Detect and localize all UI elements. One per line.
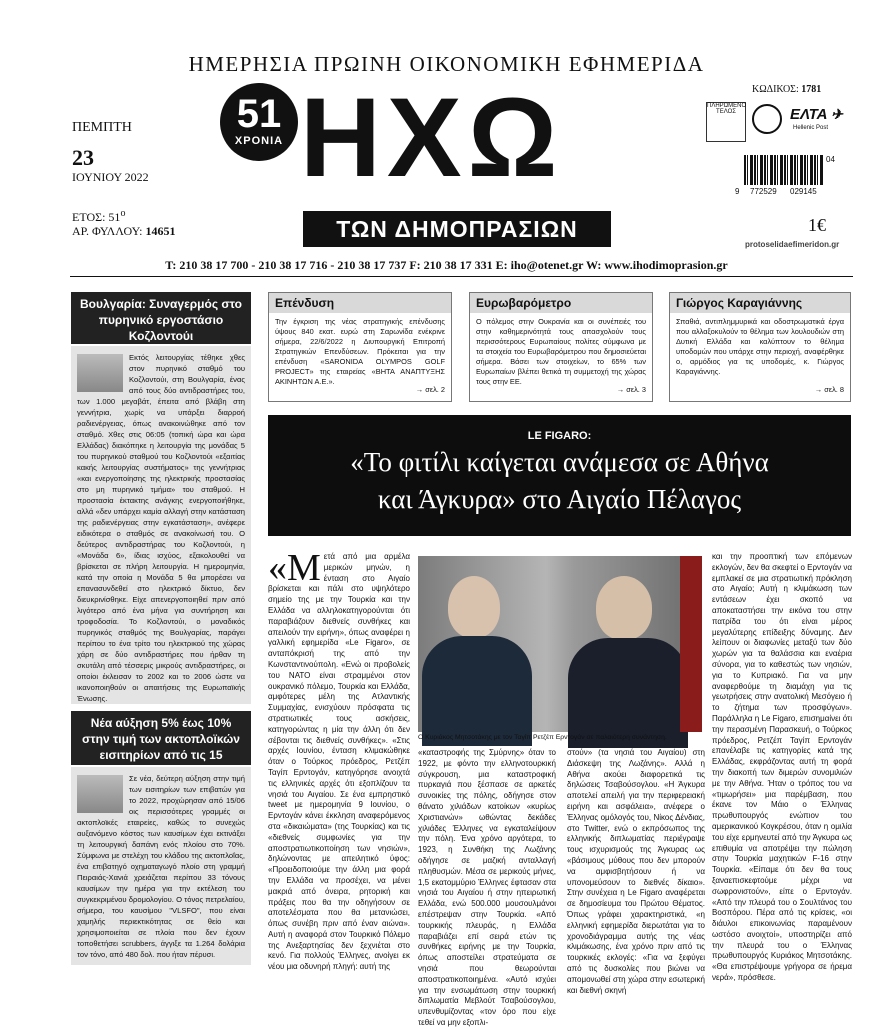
masthead-subtitle: ΤΩΝ ΔΗΜΟΠΡΑΣΙΩΝ — [303, 211, 611, 247]
barcode-digits-2: 029145 — [790, 187, 817, 196]
postage-stamp: ΠΛΗΡΩΜΕΝΟ ΤΕΛΟΣ — [706, 102, 746, 142]
tagline: ΗΜΕΡΗΣΙΑ ΠΡΩΙΝΗ ΟΙΚΟΝΟΜΙΚΗ ΕΦΗΜΕΡΙΔΑ — [188, 52, 705, 76]
barcode-issue: 04 — [826, 155, 835, 164]
headline-line-2: και Άγκυρα» στο Αιγαίο Πέλαγος — [377, 484, 742, 514]
anniversary-badge: 51 ΧΡΟΝΙΑ — [220, 83, 298, 161]
sidebar-story2-title: Νέα αύξηση 5% έως 10% στην τιμή των ακτοπλοϊκών εισιτηρίων από τις 15 — [71, 711, 251, 765]
box-eurobarometer-title: Ευρωβαρόμετρο — [470, 293, 652, 313]
sidebar-story2-body: Σε νέα, δεύτερη αύξηση στην τιμή των εισιτηρίων των επιβατών για το 2022, προχώρησαν από 15/06 οις περισσότερες γραμμές οι ακτοπλοϊκές εταιρείες, καθώς το συνεχώς αυξανόμενο κόστος των καυσίμων έχει εκτινάξει τη λειτουργική δαπάνη ενός πλοίου στο 70%. Σύμφωνα με στελέχη του κλάδου της ακτοπλοΐας, ένα επιβατηγό οχηματαγωγό πλοίο στη γραμμή Πειραιάς-Χανιά χρειάζεται περίπου 33 τόνους καυσίμων την ημέρα για την εκτέλεση του συγκεκριμένου δρομολογίου. Ο τόνος πετρελαίου, σήμερα, του καυσίμου "VLSFO", που είναι χαμηλής περιεκτικότητας σε θείο και χρησιμοποιείται σε πλοία που δεν έχουν τοποθετήσει scrubbers, άγγιξε τα 1.264 δολάρια τον τόνο, από 480 δολ. που ήταν πέρυσι. — [71, 767, 251, 965]
figure-left-suit — [422, 636, 532, 746]
box-karagiannis-body: Σπαθιά, αντιπλημμυρικά και οδοστρωματικά έργα που αλλαξοκυλούν το θέλημα των λουλουδιών στη Δυτική Ελλάδα και καλύπτουν το θέλημα υποδομών που υπάρχε στην περιοχή, αναφέρθηκε ο, αρμόδιος για τις υποδομές, κ. Γιώργος Καραγιάννης. — [676, 317, 844, 376]
dropcap: «Μ — [268, 547, 321, 589]
box-investment-body: Την έγκριση της νέας στρατηγικής επένδυσης ύψους 840 εκατ. ευρώ στη Σαρωνίδα ενέκρινε σήμερα, 22/6/2022 η Διυπουργική Επιτροπή Στρατηγικών Επενδύσεων. Πρόκειται για την επένδυση «SARONIDA OLYMPOS GOLF PROJECT» της εταιρείας «ΒΗΤΑ ΑΝΑΠΤΥΞΗΣ ΑΚΙΝΗΤΩΝ Α.Ε.». — [275, 317, 445, 386]
watermark: protoselidaefimeridon.gr — [745, 240, 840, 249]
box-investment-ref: → σελ. 2 — [415, 385, 445, 394]
barcode-digits-1: 772529 — [750, 187, 777, 196]
box-eurobarometer-body: Ο πόλεμος στην Ουκρανία και οι συνέπειές του στην καθημερινότητά τους απασχολούν τους περισσότερους Ευρωπαίους πολίτες σύμφωνα με τα στοιχεία του Ευρωβαρόμετρου που δημοσιεύεται σήμερα. Βάσει των στοιχείων, το 65% των Ευρωπαίων βλέπει θετικά τη συμμετοχή της χώρας τους στην ΕΕ. — [476, 317, 646, 386]
box-karagiannis-ref: → σελ. 8 — [814, 385, 844, 394]
article-column-4: και την προοπτική των επόμενων εκλογών, δεν θα σκεφτεί ο Ερντογάν να εμπλακεί σε μια στρατιωτική πρόκληση στο Αιγαίο; Αυτή η κλιμάκωση των εντάσεων έχει σκοπό να αποκαταστήσει την εικόνα του στην πατρίδα του ότι είναι μέρος μεγαλύτερης επίδειξης δύναμης. Δεν λείπουν οι διαφωνίες μεταξύ των δύο χωρών για τα θαλάσσια και εναέρια σύνορα, για το καθεστώς των νησιών, για το Κυπριακό. Για να μην αναφερθούμε τη διαμάχη για τις γεωτρήσεις στην ανατολική Μεσόγειο ή το ζήτημα των προσφύγων». Παράλληλα η Le Figaro, επισημαίνει ότι την περασμένη Παρασκευή, ο Τούρκος πρόεδρος, Ρετζέπ Ταγίπ Ερντογάν επανέλαβε τις κατηγορίες κατά της Ελλάδας, εκφράζοντας αυτή τη φορά την διακοπή των διμερών συνομιλιών με την Αθήνα. Ήταν ο τρόπος του να «τιμωρήσει» μια παρέμβαση, που έκανε τον Μάιο ο Έλληνας πρωθυπουργός ενώπιον του αμερικανικού Κογκρέσου, όταν η ομιλία του είχε ερμηνευτεί από την Άγκυρα ως επιθυμία να αποτρέψει την πώληση στην Τουρκία μαχητικών F-16 στην Τουρκία. «Είπαμε ότι δεν θα τους ξαναεπισκεφτούμε μέχρι να σωφρονιστούν», είπε ο Ερντογάν. «Από την πλευρά του ο Σουλτάνος του Βοσπόρου. Πέρα από τις κρίσεις, «οι διάυλοι επικοινωνίας παραμένουν ωστόσο ανοιχτοί», υποστηρίζει από την πλευρά του ο Έλληνας πρωθυπουργός Κυριάκος Μητσοτάκης. «Θα επιστρέψουμε γρήγορα σε ήρεμα νερά», πρόσθεσε. — [712, 552, 852, 983]
main-headline-banner — [268, 415, 851, 536]
box-eurobarometer-ref: → σελ. 3 — [616, 385, 646, 394]
code-info: ΚΩΔΙΚΟΣ: 1781 — [752, 84, 822, 95]
seal-icon — [752, 104, 782, 134]
date-month: ΙΟΥΝΙΟΥ 2022 — [72, 170, 149, 184]
date-number: 23 — [72, 145, 94, 170]
barcode — [744, 155, 824, 185]
box-investment — [268, 292, 452, 402]
issue-info: ΑΡ. ΦΥΛΛΟΥ: 14651 — [72, 224, 176, 238]
weekday: ΠΕΜΠΤΗ — [72, 120, 132, 135]
masthead-logo: ΗΧΩ — [300, 75, 564, 200]
year-info: ΕΤΟΣ: $51^o$ — [72, 208, 126, 224]
header-rule — [70, 276, 853, 277]
photo-caption: Ο Κυριάκος Μητσοτάκης με τον Ταγίπ Ρετζέπ Ερντογάν σε παλαιότερη συνάντηση. — [418, 734, 667, 741]
elta-logo: ΕΛΤΑ ✈ — [790, 106, 843, 123]
box-karagiannis-title: Γιώργος Καραγιάννης — [670, 293, 850, 313]
nuclear-plant-thumbnail — [77, 354, 123, 392]
box-eurobarometer — [469, 292, 653, 402]
ferry-thumbnail — [77, 775, 123, 813]
article-column-1: «Μ ετά από μια αρμέλα μερικών μηνών, η ένταση στο Αιγαίο βρίσκεται και πάλι στο υψηλότερο σημείο της με την Τουρκία και την Ελλάδα να αλληλοκατηγορούνται ότι παραβιάζουν διεθνείς συνθήκες και απειλούν την ειρήνη», όπως αναφέρει η γαλλική εφημερίδα «Le Figaro», σε ανταπόκρισή της από την Κωνσταντινούπολη. «Ενώ οι προβολείς του ΝΑΤΟ είναι στραμμένοι στον ουκρανικό πόλεμο, Τουρκία και Ελλάδα, αμφότερες μέλη της Ατλαντικής Συμμαχίας, ενισχύουν πρόσφατα τις στρατιωτικές τους ασκήσεις, κατηγορώντας η μία την άλλη ότι δεν σέβονται τις διεθνείς συνθήκες». «Στις αρχές Ιουνίου, ένταση κλιμακώθηκε όταν ο Τούρκος πρόεδρος, Ρετζέπ Ταγίπ Ερντογάν, κατηγόρησε ανοιχτά τις ελληνικές αρχές ότι εξοπλίζουν τα νησιά του Αιγαίου. Σε ένα εμπρηστικό tweet με ημερομηνία 9 Ιουνίου, ο Ερντογάν κάνει έκκληση αναφερόμενος στα «δικαιώματα» (της Τουρκίας) και τις «διεθνείς συμφωνίες για την αποστρατιωτικοποίηση των νησιών», δηλώνοντας με απειλητικό ύφος: «Προειδοποιούμε την άλλη μια φορά την Ελλάδα να προσέχει, να μένει μακριά από όνειρα, ρητορική και πράξεις που θα την οδηγήσουν σε αποτελέσματα που θα μετανιώσει, όπως συνέβη πριν από έναν αιώνα». Αυτή η αναφορά στον Τουρκικό Πόλεμο της Ανεξαρτησίας δεν ξεχνιέται στο κενό. Για πολλούς Έλληνες, ανοίγει εκ νέου μια οδυνηρή πληγή: αυτή της — [268, 547, 410, 972]
figure-right-head — [596, 576, 652, 640]
barcode-prefix: 9 — [735, 187, 740, 196]
box-investment-title: Επένδυση — [269, 293, 451, 313]
headline-line-1: «Το φιτίλι καίγεται ανάμεσα σε Αθήνα — [350, 447, 769, 477]
figure-right-suit — [568, 638, 688, 748]
sidebar-story1-title: Βουλγαρία: Συναγερμός στο πυρηνικό εργοστάσιο Κοζλοντούι — [71, 292, 251, 344]
figure-left-head — [448, 576, 500, 638]
price: 1€ — [808, 215, 826, 235]
contact-line: T: 210 38 17 700 - 210 38 17 716 - 210 38 17 737 F: 210 38 17 331 E: iho@otenet.gr W: www.ihodimoprasion.gr — [165, 258, 728, 272]
sidebar-story1-body: Εκτός λειτουργίας τέθηκε χθες στον πυρηνικό σταθμό του Κοζλοντούι, στη Βουλγαρία, ένας από τους δύο αντιδραστήρες του, των 1.000 μεγαβάτ, έπειτα από βλάβη στη γεννήτρια, χωρίς να υπάρξει διαρροή ραδιενέργειας, όπως ανακοινώθηκε από τον σταθμό. Χθες στις 06:05 (τοπική ώρα και ώρα Ελλάδας) διακόπηκε η λειτουργία της μονάδας 5 του πυρηνικού σταθμού του Κοζλοντούι «εξαιτίας κακής λειτουργίας συστήματος» της γεννήτριας «και ενεργοποίησης της ηλεκτρικής προστασίας στο μη πυρηνικό τμήμα» του σταθμού. Η προστασία έκτακτης ανάγκης ενεργοποιήθηκε, αλλά «δεν υπάρχει καμία αλλαγή στην κατάσταση της ραδιενέργειας στην εγκατάσταση», ανέφερε ειδικότερα ο σταθμός σε ανακοίνωσή του. Ο δεύτερος αντιδραστήρας του Κοζλοντούι, η «Μονάδα 6», ίδιας ισχύος, εξακολουθεί να βρίσκεται σε πλήρη λειτουργία. Η ημερομηνία, κατά την οποία η Μονάδα 5 θα μπορέσει να επανασυνδεθεί στο ηλεκτρικό δίκτυο, δεν διευκρινίσθηκε. Είχε απενεργοποιηθεί πριν από λιγότερο από ένα μήνα για συντήρηση και τροφοδοσία. Το Κοζλοντούι, ο μοναδικός πυρηνικός σταθμός της Βουλγαρίας, παράγει περίπου το ένα τρίτο του ηλεκτρικού της χώρας χάρη σε δύο αντιδραστήρες που ήρθαν τη σκυτάλη από τέσσερις μικρούς αντιδραστήρες, οι οποίοι έκλεισαν το 2002 και το 2006 ώστε να ικανοποιηθούν οι απαιτήσεις της Ευρωπαϊκής Ένωσης. — [71, 346, 251, 704]
flag — [680, 556, 702, 732]
article-column-3: στούν» (τα νησιά του Αιγαίου) στη Διάσκεψη της Λωζάνης». Αλλά η Αθήνα ακούει διαφορετικά τις δηλώσεις Τσαβούσογλου. «Η Άγκυρα αποτελεί απειλή για την περιφερειακή ειρήνη και ασφάλεια», ανέφερε ο Έλληνας ομόλογός του, Νίκος Δένδιας, στο Twitter, ενώ ο εκπρόσωπος της ελληνικής διπλωματίας περιέγραψε τους ισχυρισμούς της Άγκυρας ως «βάσιμους μύθους που δεν μπορούν να αμφισβητήσουν ή να υπονομεύσουν το διεθνές δίκαιο». Στην συνέχεια η Le Figaro αναφέρεται σε δημοσίευμα του Πρώτου Θέματος. Όπως γράφει χαρακτηριστικά, «η ελληνική εφημερίδα διερωτάται για το χρονοδιάγραμμα αυτής της νέας κλιμάκωσης, ένα χρόνο πριν από τις τουρκικές εκλογές: «Για να ξεφύγει από τις δυσκολίες που βιώνει να απομονωθεί στη χώρα στην εσωτερική και διεθνή σκηνή — [567, 748, 705, 995]
article-column-2: «καταστροφής της Σμύρνης» όταν το 1922, με φόντο την ελληνοτουρκική σύγκρουση, μια καταστροφική πυρκαγιά που ξέσπασε σε αρκετές συνοικίες της πόλης, οδήγησε στον θάνατο χιλιάδων κατοίκων «κυρίως Χριστιανών» ωθώντας δεκάδες χιλιάδες Έλληνες να εγκαταλείψουν την πόλη. Ένα χρόνο αργότερα, το 1923, η Συνθήκη της Λωζάνης οδήγησε σε μαζική ανταλλαγή πληθυσμών. Μέσα σε μερικούς μήνες, 1,5 εκατομμύριο Έλληνες έφτασαν στα νησιά του Αιγαίου ή στην ηπειρωτική Ελλάδα, ενώ 500.000 μουσουλμάνοι επέστρεψαν στην Τουρκία. «Από τουρκικής πλευράς, η Ελλάδα παραβιάζει επί σειρά ετών τις συνθήκες ειρήνης με την Τουρκία, όπως αποστείλει στρατεύματα σε νησιά που θεωρούνται αποστρατικοποιημένα. «Αυτό ισχύει για την ενσωμάτωση στην τουρκική διπλωματία Μεβλούτ Τσαβούσογλου, υπενθυμίζοντας «τον όρο που είχε τεθεί να μην εξοπλι- — [418, 748, 556, 1027]
leaders-photo — [418, 556, 702, 732]
headline-kicker: LE FIGARO: — [527, 430, 592, 442]
box-karagiannis — [669, 292, 851, 402]
elta-subtitle: Hellenic Post — [793, 125, 829, 131]
